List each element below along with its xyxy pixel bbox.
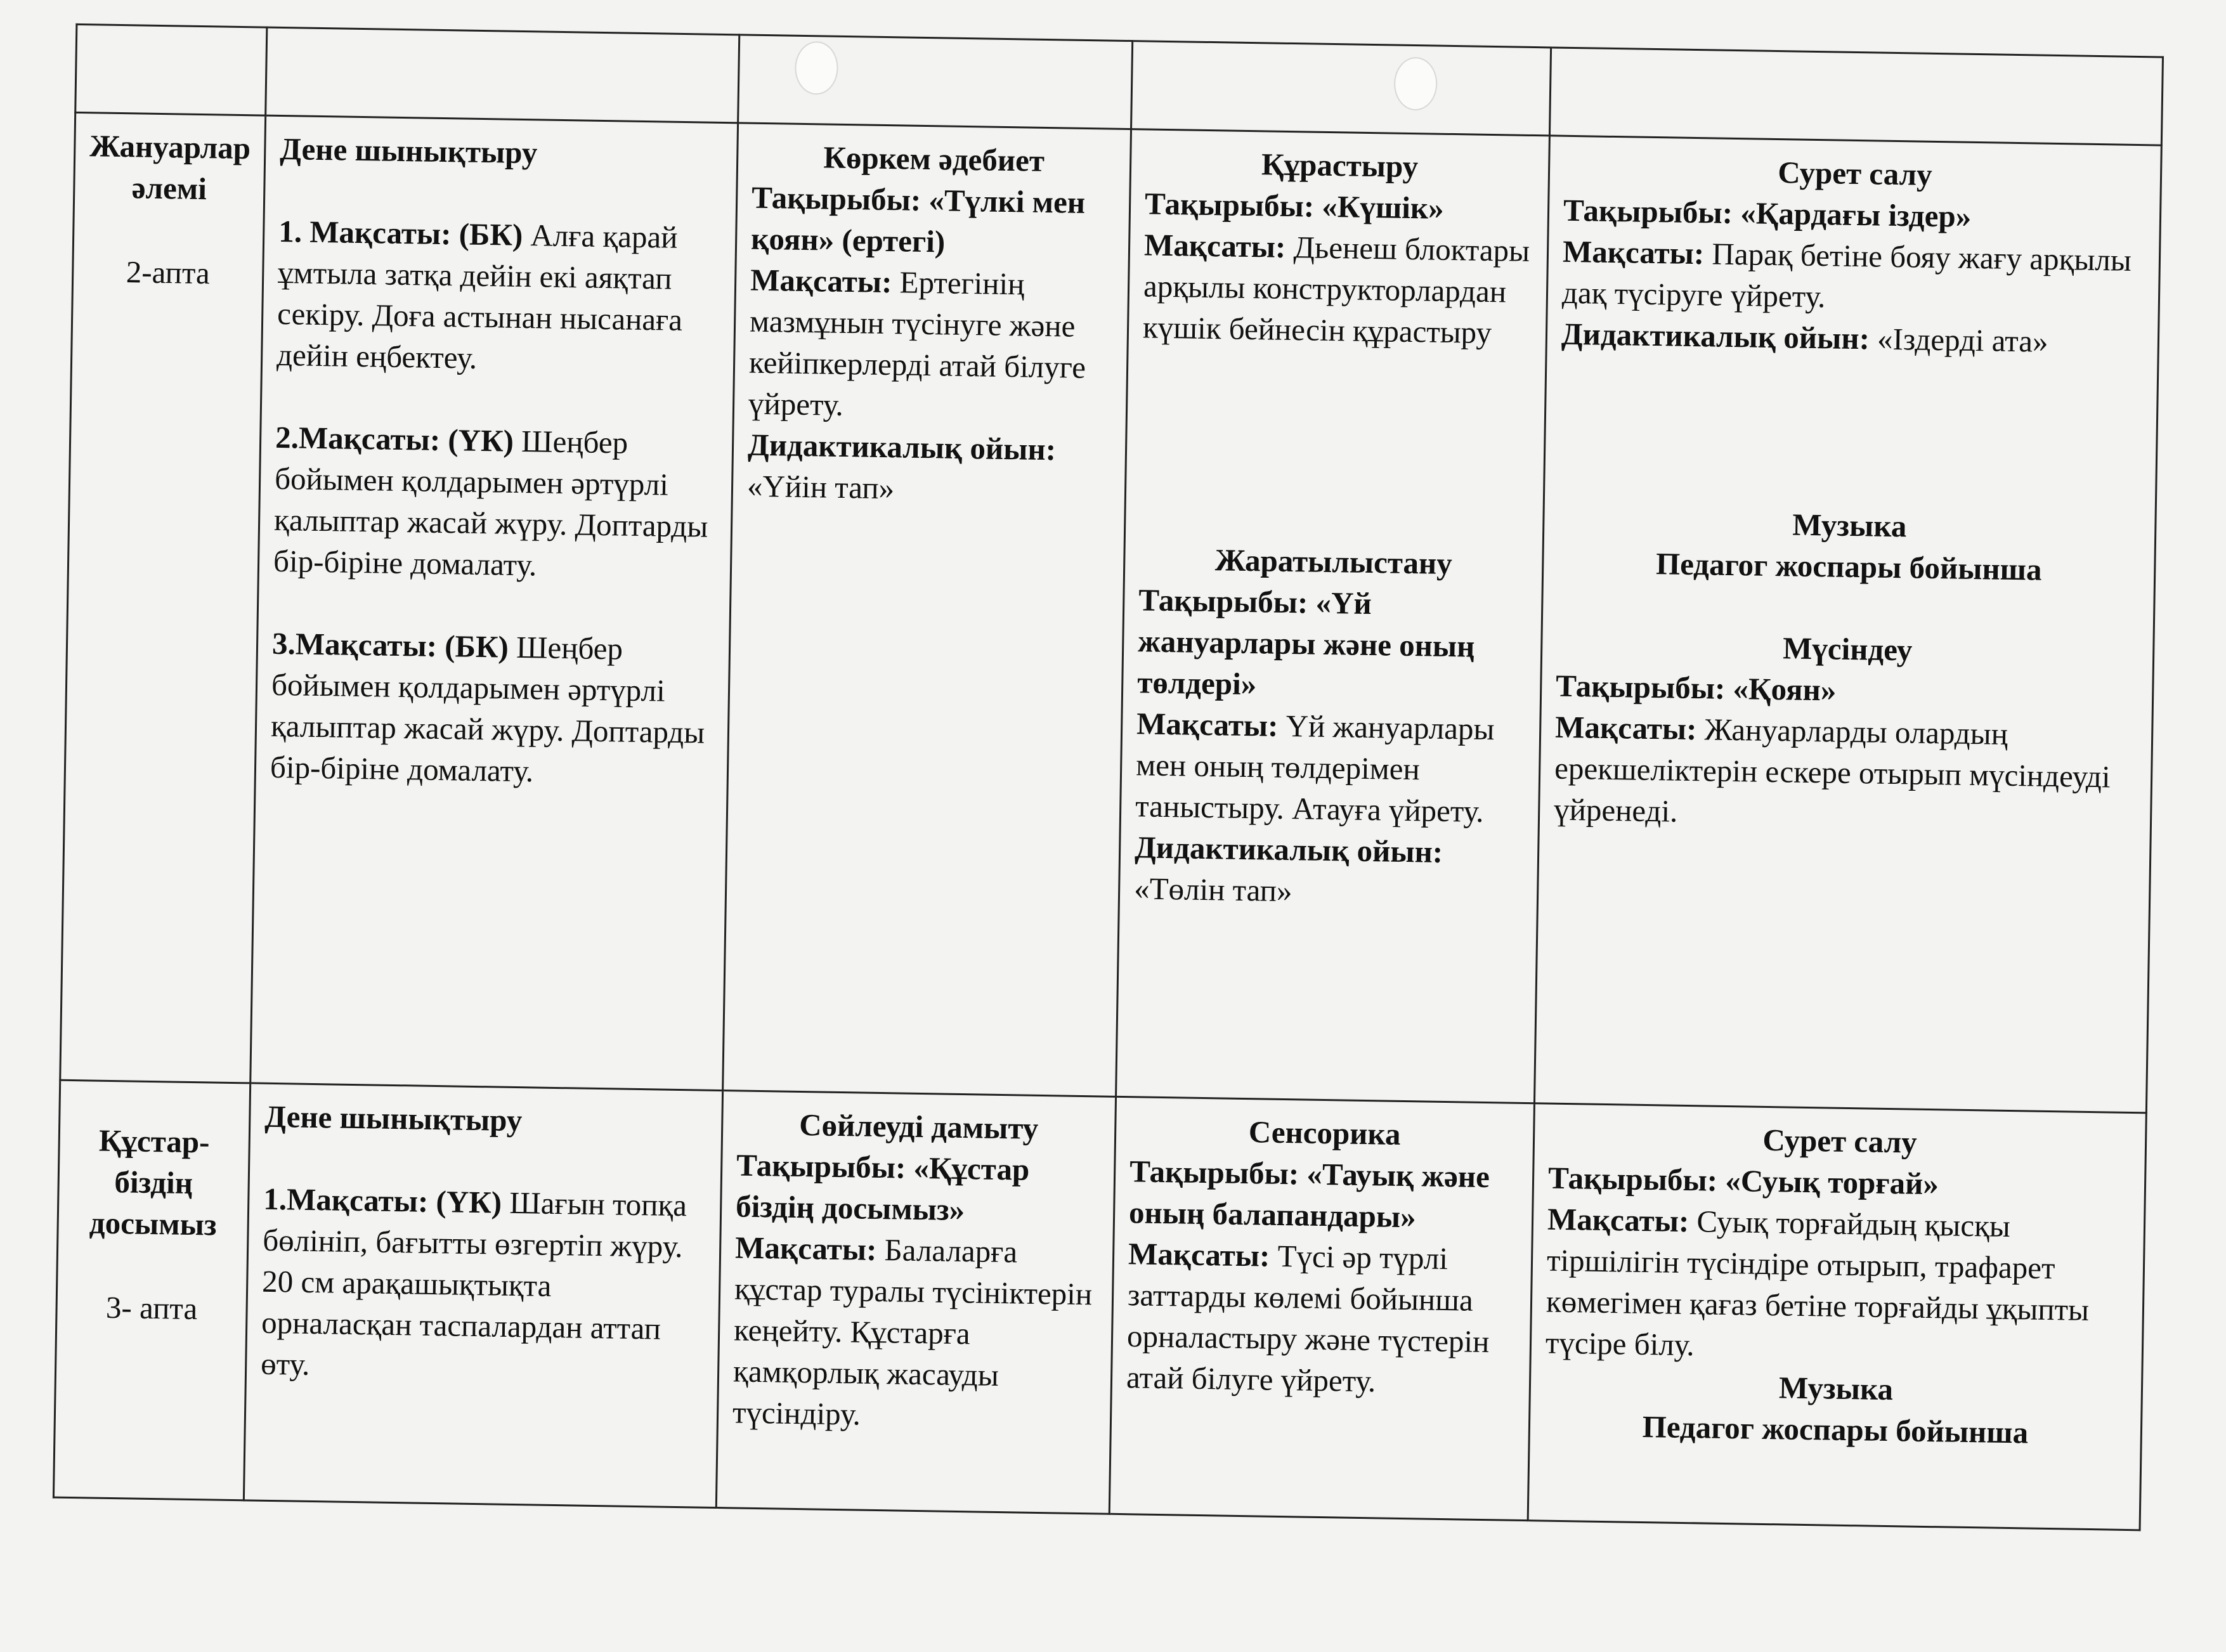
plan-entry	[1145, 183, 1534, 230]
subject-title: Педагог жоспары бойынша	[1642, 1408, 2029, 1450]
spacer	[276, 375, 719, 424]
plan-entry	[748, 259, 1114, 430]
activity-cell	[716, 1091, 1116, 1514]
plan-entry	[1129, 1150, 1519, 1239]
entry-text: «Төлін тап»	[1133, 871, 1292, 909]
plan-entry	[1134, 826, 1524, 915]
entry-text: Суық торғайдың қысқы тіршілігін түсіндіре отырып, трафарет көмегімен қағаз бетіне торғайды ұқыпты түсіре білу.	[1545, 1204, 2090, 1363]
plan-entry	[1135, 703, 1526, 833]
plan-entry	[273, 417, 719, 589]
entry-label: Тақырыбы: «Құстар біздің досымыз»	[735, 1147, 1030, 1228]
subject-title: Педагог жоспары бойынша	[1655, 546, 2042, 587]
theme-title: Жануарлар әлемі	[89, 128, 251, 207]
spacer	[1559, 354, 2143, 509]
entry-label: Тақырыбы: «Қоян»	[1555, 668, 1837, 708]
entry-label: Мақсаты:	[1136, 706, 1279, 743]
entry-text: Парақ бетіне бояу жағу арқылы дақ түсіруге үйрету.	[1561, 236, 2132, 315]
entry-label: Мақсаты:	[1562, 233, 1705, 271]
entry-label: 1. Мақсаты: (БК)	[278, 213, 523, 252]
entry-label: Мақсаты:	[1554, 709, 1697, 747]
activity-cell	[1534, 136, 2161, 1113]
entry-label: Дидактикалық ойын:	[1561, 316, 1870, 356]
subject-title: Көркем әдебиет	[823, 140, 1045, 178]
entry-label: Тақырыбы: «Күшік»	[1144, 186, 1445, 226]
entry-text: Шағын топқа бөлініп, бағытты өзгертіп жүру. 20 см арақашықтықта орналасқан таспалардан аттап өту.	[260, 1185, 687, 1382]
entry-text: Жануарларды олардың ерекшеліктерін ескере отырып мүсіндеуді үйренеді.	[1553, 712, 2111, 829]
plan-entry	[1137, 579, 1528, 709]
spacer	[1140, 348, 1532, 544]
header-cell	[266, 27, 739, 123]
spacer	[273, 582, 716, 630]
entry-text: Дьенеш блоктары арқылы конструкторлардан күшік бейнесін құрастыру	[1142, 230, 1530, 351]
table-row	[53, 1080, 2146, 1530]
lesson-plan-table	[53, 23, 2164, 1531]
plan-entry	[1554, 706, 2138, 839]
entry-label: Мақсаты:	[750, 262, 892, 300]
spacer	[264, 1137, 707, 1185]
activity-cell	[1109, 1096, 1534, 1520]
activity-cell	[1116, 129, 1550, 1103]
subject-title: Жаратылыстану	[1214, 542, 1453, 582]
entry-label: Тақырыбы: «Тауық және оның балапандары»	[1128, 1154, 1490, 1235]
activity-cell	[1528, 1103, 2146, 1530]
plan-entry	[747, 424, 1112, 512]
header-cell	[738, 35, 1133, 129]
week-label: 3- апта	[105, 1289, 198, 1327]
entry-text: Шеңбер бойымен қолдарымен әртүрлі қалыптар жасай жүру. Доптарды бір-біріне домалату.	[270, 629, 705, 789]
entry-label: Тақырыбы: «Қардағы іздер»	[1563, 192, 1972, 234]
entry-label: Дидактикалық ойын:	[747, 427, 1057, 467]
subject-title: Мүсіндеу	[1782, 630, 1913, 668]
subject-title: Дене шынықтыру	[279, 131, 538, 171]
activity-cell	[723, 123, 1131, 1097]
entry-text: Алға қарай ұмтыла затқа дейін екі аяқтап секіру. Доға астынан нысанаға дейін еңбектеу.	[276, 218, 683, 375]
subject-title: Дене шынықтыру	[264, 1098, 523, 1138]
entry-label: 2.Мақсаты: (ҮК)	[275, 419, 514, 459]
entry-text: «Үйін тап»	[746, 468, 895, 506]
header-cell	[75, 24, 267, 115]
plan-entry	[277, 211, 722, 382]
entry-text: Түсі әр түрлі заттарды көлемі бойынша орналастыру және түстерін атай білуге үйрету.	[1126, 1238, 1490, 1399]
subject-title: Сенсорика	[1248, 1114, 1401, 1152]
subject-title: Құрастыру	[1261, 146, 1419, 185]
entry-label: Мақсаты:	[1143, 227, 1286, 264]
entry-text: «Іздерді ата»	[1877, 321, 2048, 359]
entry-label: 3.Мақсаты: (БК)	[271, 625, 509, 665]
entry-text: Балаларға құстар туралы түсініктерін кеңейту. Құстарға қамқорлық жасауды түсіндіру.	[732, 1232, 1093, 1432]
plan-entry	[736, 1144, 1100, 1232]
entry-text: Шеңбер бойымен қолдарымен әртүрлі қалыптар жасай жүру. Доптарды бір-біріне домалату.	[273, 424, 708, 583]
plan-entry	[1143, 224, 1533, 354]
header-cell	[1131, 41, 1551, 136]
entry-label: Тақырыбы: «Түлкі мен қоян» (ертегі)	[750, 179, 1086, 259]
entry-text: Үй жануарлары мен оның төлдерімен таныстыру. Атауға үйрету.	[1135, 708, 1495, 829]
entry-label: Мақсаты:	[1128, 1236, 1270, 1273]
plan-entry	[1562, 231, 2145, 322]
spacer	[279, 169, 722, 218]
subject-title: Музыка	[1778, 1370, 1894, 1407]
theme-cell	[60, 112, 266, 1083]
header-cell	[1549, 48, 2163, 145]
entry-label: Тақырыбы: «Суық торғай»	[1547, 1160, 1939, 1202]
theme-cell	[53, 1080, 250, 1500]
plan-entry	[751, 177, 1116, 265]
week-label: 2-апта	[126, 254, 211, 291]
plan-entry	[1126, 1233, 1518, 1404]
entry-label: 1.Мақсаты: (ҮК)	[263, 1181, 502, 1220]
subject-title: Сөйлеуді дамыту	[798, 1107, 1039, 1146]
entry-label: Мақсаты:	[734, 1230, 877, 1267]
plan-entry	[1546, 1199, 2130, 1372]
plan-entry	[732, 1226, 1099, 1438]
subject-title: Сурет салу	[1762, 1122, 1918, 1160]
subject-title: Сурет салу	[1778, 155, 1933, 192]
subject-title: Музыка	[1792, 507, 1907, 544]
plan-entry	[261, 1178, 706, 1391]
activity-cell	[244, 1083, 722, 1508]
theme-title: Құстар-біздің досымыз	[89, 1122, 217, 1242]
entry-label: Мақсаты:	[1547, 1201, 1689, 1239]
entry-label: Дидактикалық ойын:	[1134, 829, 1443, 869]
activity-cell	[251, 115, 738, 1091]
table-row	[60, 112, 2162, 1112]
plan-entry	[270, 623, 715, 795]
entry-text: Ертегінің мазмұнын түсінуге және кейіпкерлерді атай білуге үйрету.	[748, 264, 1086, 422]
entry-label: Тақырыбы: «Үй жануарлары және оның төлдері»	[1136, 582, 1475, 702]
